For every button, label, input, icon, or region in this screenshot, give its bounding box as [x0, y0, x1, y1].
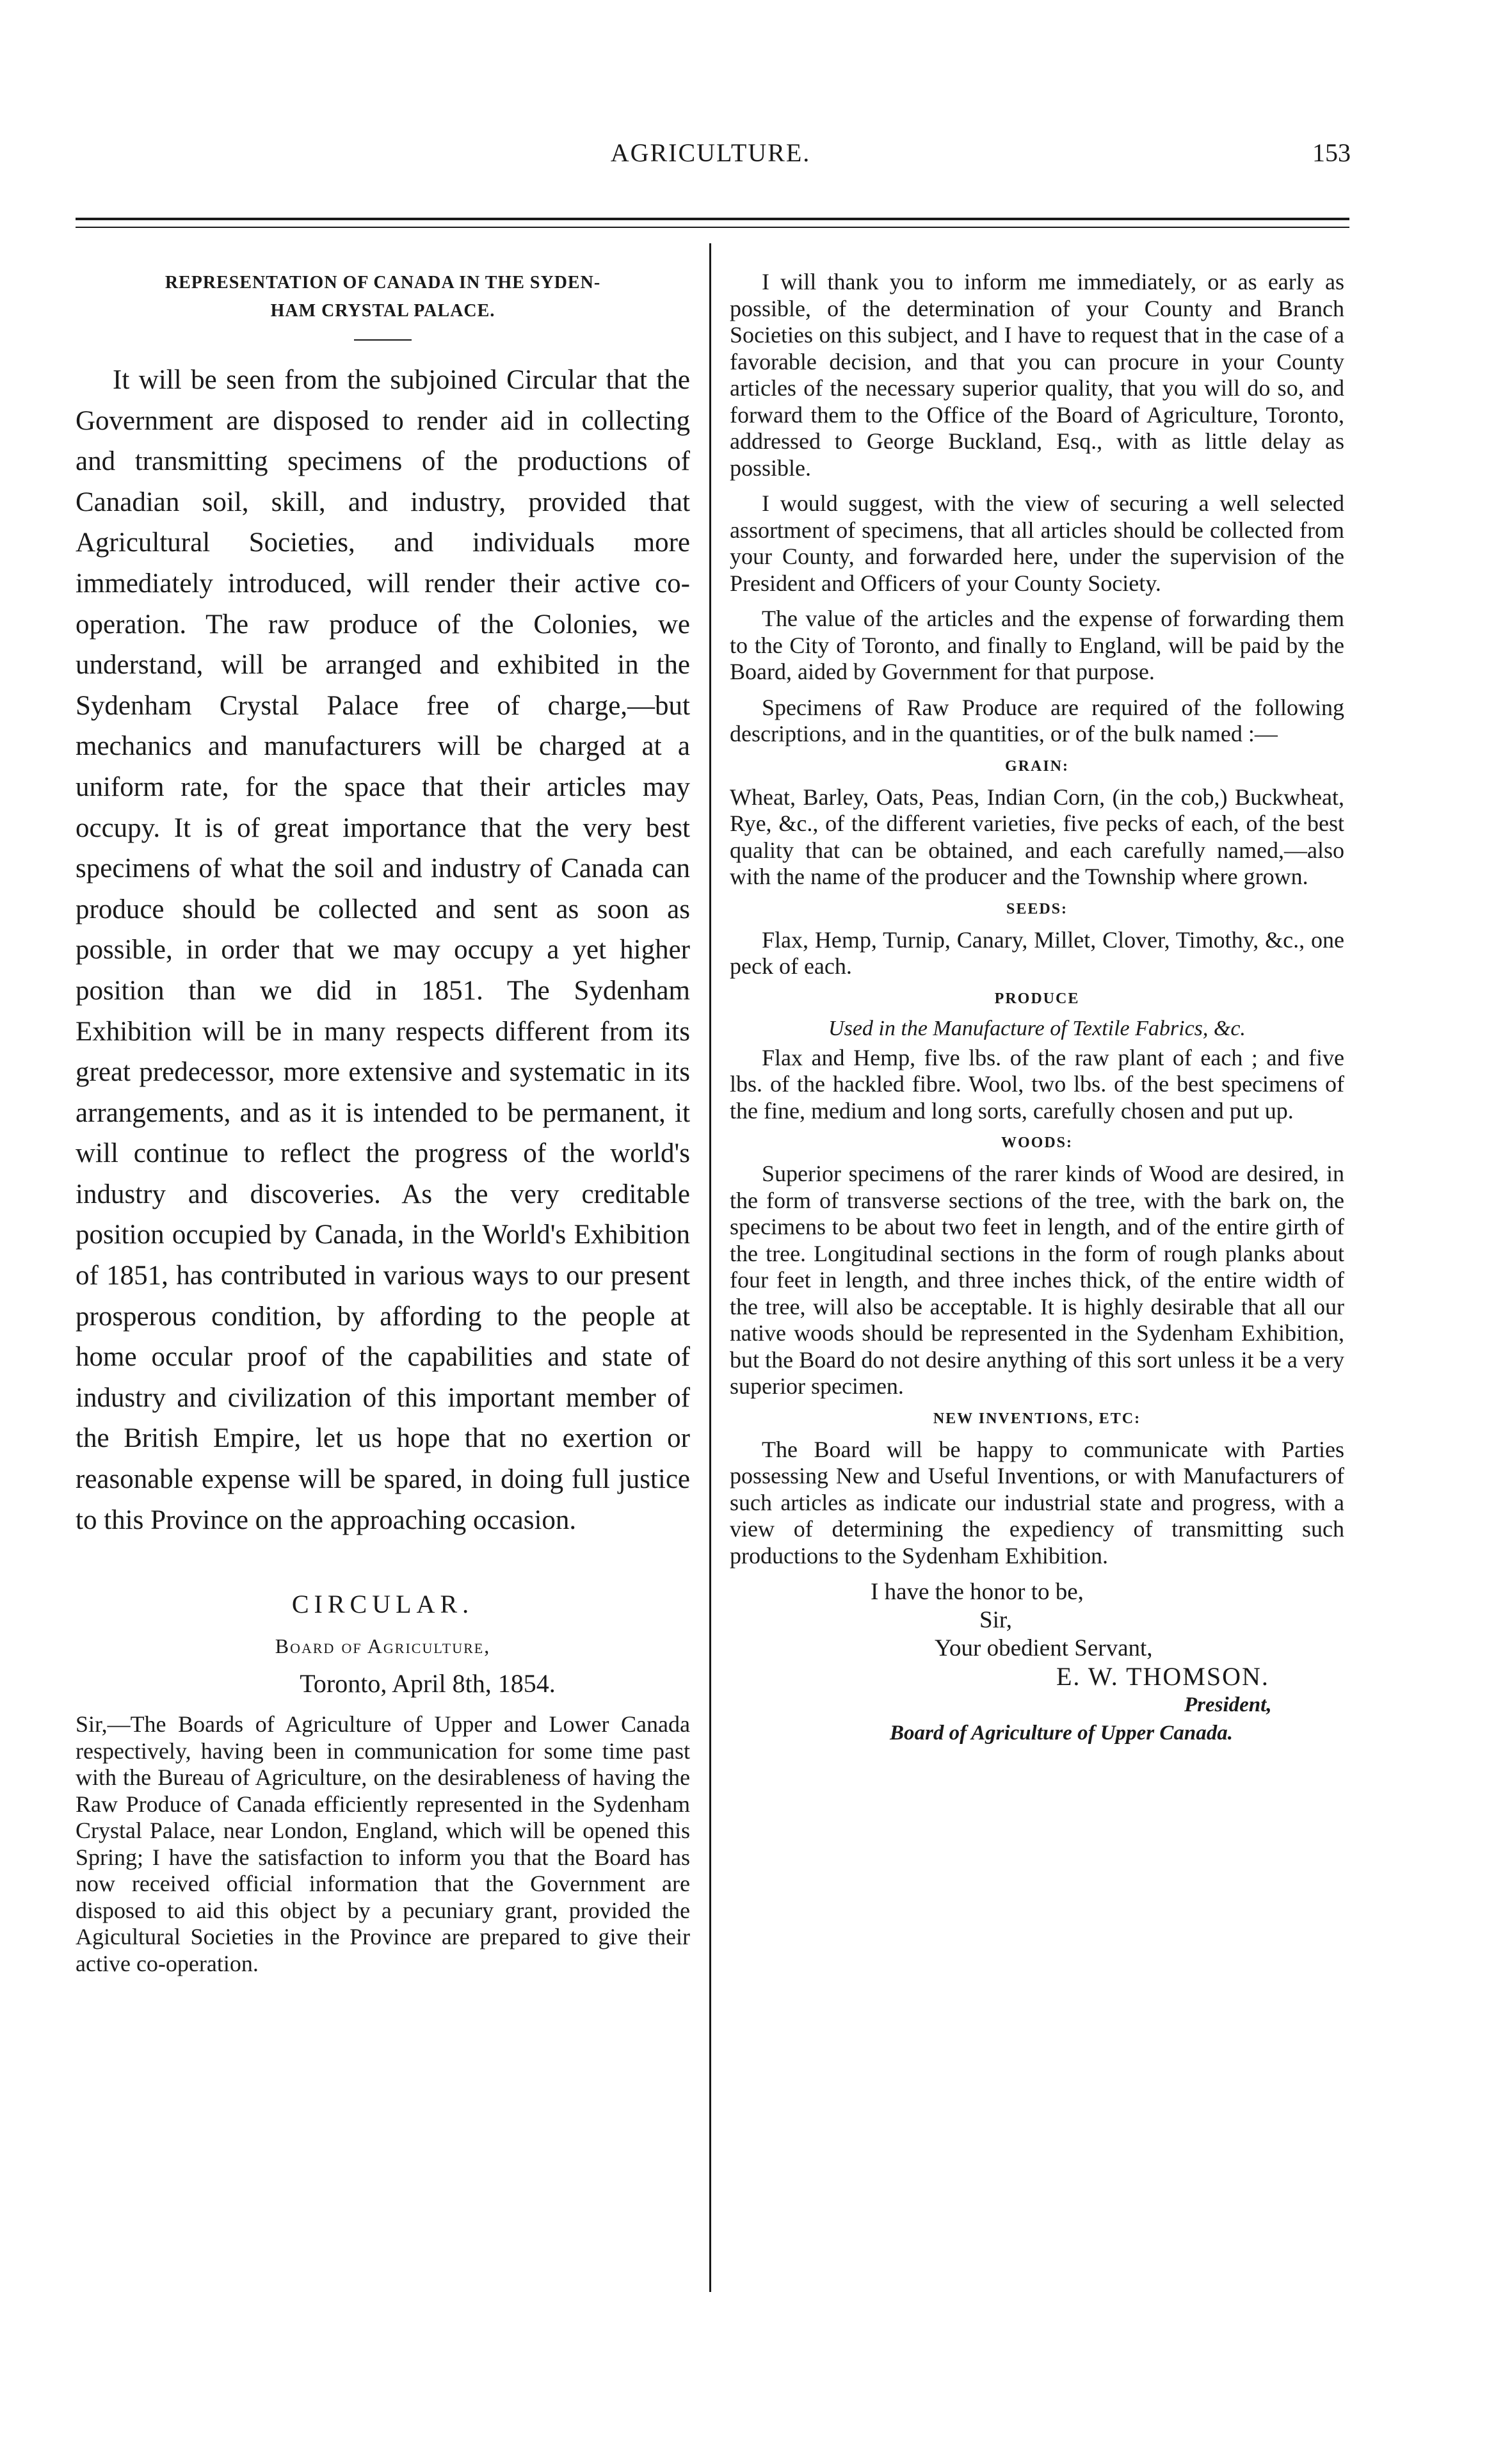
page-number: 153: [1312, 138, 1351, 167]
circular-title: CIRCULAR.: [291, 1590, 474, 1619]
woods-paragraph: Superior specimens of the rarer kinds of Wood are desired, in the form of transverse sections of the tree, with the bark on, the specimens to be about two feet in length, and of the entire girth of the tree. Longitudinal sections in the form of rough planks about four feet in length, and three inches thick, of the entire width of the tree, will also be acceptable. It is highly desirable that all our native woods should be represented in the Sydenham Exhibition, but the Board do not desire anything of this sort unless it be a very superior specimen.: [730, 1161, 1344, 1399]
produce-heading: PRODUCE: [994, 990, 1080, 1007]
inventions-paragraph: The Board will be happy to communicate with Parties possessing New and Useful Inventions, or with Manufacturers of such articles as indicate our industrial state and progress, with a view of determining the expediency of transmitting such productions to the Sydenham Exhibition.: [730, 1436, 1344, 1569]
circular-date-line: Toronto, April 8th, 1854.: [300, 1669, 556, 1699]
signature-title: President,: [1184, 1693, 1272, 1716]
inventions-heading: NEW INVENTIONS, ETC:: [933, 1410, 1141, 1427]
right-column: [730, 269, 1344, 1747]
grain-paragraph: Wheat, Barley, Oats, Peas, Indian Corn, (in the cob,) Buckwheat, Rye, &c., of the different varieties, five pecks of each, of the best quality that can be obtained, and each carefully named,—also with the name of the producer and the Township where grown.: [730, 784, 1344, 889]
circular-board-line: Board of Agriculture,: [275, 1634, 491, 1658]
produce-subheading: Used in the Manufacture of Textile Fabrics, &c.: [828, 1016, 1246, 1040]
grain-heading: GRAIN:: [1005, 757, 1069, 775]
column-divider: [709, 243, 711, 2292]
page-header: [70, 138, 1351, 182]
running-title: AGRICULTURE.: [610, 138, 811, 167]
circular-paragraph-1: Sir,—The Boards of Agriculture of Upper and Lower Canada respectively, having been in communication for some time past with the Bureau of Agriculture, on the desirableness of having the Raw Produce of Canada efficiently represented in the Sydenham Crystal Palace, near London, England, which will be opened this Spring; I have the satisfaction to inform you that the Board has now received official information that the Government are disposed to aid this object by a pecuniary grant, provided the Agicultural Societies in the Province are prepared to give their active co-operation.: [76, 1711, 690, 1976]
circular-paragraph-4: The value of the articles and the expense of forwarding them to the City of Toronto, and finally to England, will be paid by the Board, aided by Government for that purpose.: [730, 606, 1344, 684]
title-rule: [354, 339, 412, 341]
article-title-line-1: REPRESENTATION OF CANADA IN THE SYDEN-: [165, 273, 601, 293]
header-rule: [76, 218, 1349, 228]
circular-paragraph-2: I will thank you to inform me immediately, or as early as possible, of the determination of your County and Branch Societies on this subject, and I have to request that in the case of a favorable decision, and that you can procure in your County articles of the necessary superior quality, that you will do so, and forward them to the Office of the Board of Agriculture, Toronto, addressed to George Buckland, Esq., with as little delay as possible.: [730, 269, 1344, 481]
circular-paragraph-5: Specimens of Raw Produce are required of the following descriptions, and in the quantities, or of the bulk named :—: [730, 694, 1344, 746]
article-title: [76, 269, 690, 325]
produce-paragraph: Flax and Hemp, five lbs. of the raw plant of each ; and five lbs. of the hackled fibre. Wool, two lbs. of the best specimens of the fine, medium and long sorts, carefully chosen and put up.: [730, 1044, 1344, 1124]
circular-paragraph-3: I would suggest, with the view of securing a well selected assortment of specimens, that all articles should be collected from your County, and forwarded here, under the supervision of the President and Officers of your County Society.: [730, 490, 1344, 596]
signature-name: E. W. THOMSON.: [1056, 1662, 1269, 1691]
signature-organization: Board of Agriculture of Upper Canada.: [890, 1722, 1233, 1745]
woods-heading: WOODS:: [1001, 1134, 1073, 1151]
left-column: [76, 269, 690, 1986]
seeds-heading: SEEDS:: [1006, 900, 1068, 917]
article-title-line-2: HAM CRYSTAL PALACE.: [270, 301, 495, 321]
closing-line-2: Sir,: [979, 1607, 1012, 1633]
closing-line-3: Your obedient Servant,: [935, 1635, 1153, 1661]
article-intro-paragraph: It will be seen from the subjoined Circular that the Government are disposed to render aid in collecting and transmitting specimens of the productions of Canadian soil, skill, and industry, provided that Agricultural Societies, and individuals more immediately introduced, will render their active co-operation. The raw produce of the Colonies, we understand, will be arranged and exhibited in the Sydenham Crystal Palace free of charge,—but mechanics and manufacturers will be charged at a uniform rate, for the space that their articles may occupy. It is of great importance that the very best specimens of what the soil and industry of Canada can produce should be collected and sent as soon as possible, in order that we may occupy a yet higher position than we did in 1851. The Sydenham Exhibition will be in many respects different from its great predecessor, more extensive and systematic in its arrangements, and as it is intended to be permanent, it will continue to reflect the progress of the world's industry and discoveries. As the very creditable position occupied by Canada, in the World's Exhibition of 1851, has contributed in various ways to our present prosperous condition, by affording to the people at home occular proof of the capabilities and state of industry and civilization of this important member of the British Empire, let us hope that no exertion or reasonable expense will be spared, in doing full justice to this Province on the approaching occasion.: [76, 365, 690, 1535]
seeds-paragraph: Flax, Hemp, Turnip, Canary, Millet, Clover, Timothy, &c., one peck of each.: [730, 926, 1344, 979]
closing-line-1: I have the honor to be,: [871, 1579, 1084, 1605]
